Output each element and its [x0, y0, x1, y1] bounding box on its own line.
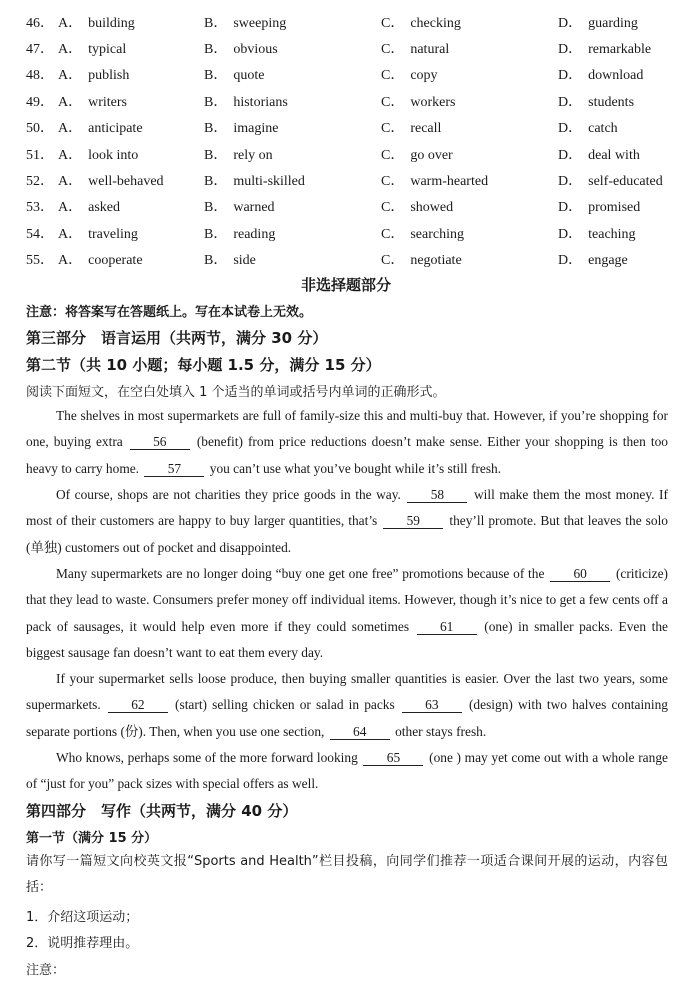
- para-text: they’ll promote. But that leaves the solo (单独) customers out of pocket and disappointed.: [26, 513, 668, 555]
- option-letter: B．: [204, 253, 228, 268]
- question-number: 46．: [26, 16, 54, 31]
- answer-blank-64[interactable]: 64: [330, 724, 390, 740]
- option-text: promised: [588, 200, 641, 215]
- option-a[interactable]: [58, 117, 143, 137]
- option-d[interactable]: [558, 64, 643, 84]
- option-c[interactable]: [381, 196, 453, 216]
- option-text: deal with: [588, 148, 640, 163]
- option-row: [0, 38, 692, 58]
- option-b[interactable]: [204, 170, 305, 190]
- option-a[interactable]: [58, 12, 135, 32]
- option-letter: A．: [58, 253, 83, 268]
- option-d[interactable]: [558, 12, 638, 32]
- para-text: you can’t use what you’ve bought while it’s still fresh.: [209, 460, 502, 476]
- option-text: warned: [233, 200, 275, 215]
- option-d[interactable]: [558, 196, 640, 216]
- option-text: teaching: [588, 227, 636, 242]
- option-text: anticipate: [88, 121, 143, 136]
- option-text: remarkable: [588, 42, 652, 57]
- option-text: warm-hearted: [410, 174, 489, 189]
- option-letter: B．: [204, 227, 228, 242]
- option-letter: B．: [204, 200, 228, 215]
- option-a[interactable]: [58, 170, 164, 190]
- option-text: multi-skilled: [233, 174, 305, 189]
- option-row: [0, 12, 692, 32]
- question-number: 55．: [26, 253, 54, 268]
- section-title: 非选择题部分: [300, 276, 391, 294]
- paragraph-4: [26, 666, 668, 745]
- option-text: rely on: [233, 148, 273, 163]
- option-letter: C．: [381, 227, 405, 242]
- option-text: typical: [88, 42, 127, 57]
- option-letter: D．: [558, 227, 583, 242]
- option-letter: A．: [58, 95, 83, 110]
- para-text: (criticize) that they lead to waste. Consumers prefer money off individual items. However, though it’s nice to get a few cents off a pack of sausages, it would help even more if they could sometimes: [26, 566, 668, 634]
- option-c[interactable]: [381, 64, 438, 84]
- option-letter: D．: [558, 148, 583, 163]
- option-letter: A．: [58, 227, 83, 242]
- option-c[interactable]: [381, 144, 453, 164]
- option-text: self-educated: [588, 174, 663, 189]
- option-letter: A．: [58, 200, 83, 215]
- option-text: showed: [410, 200, 454, 215]
- option-b[interactable]: [204, 38, 278, 58]
- option-letter: D．: [558, 95, 583, 110]
- option-letter: A．: [58, 174, 83, 189]
- answer-blank-59[interactable]: 59: [383, 513, 443, 529]
- point-1: 1．介绍这项运动；: [26, 910, 139, 925]
- option-b[interactable]: [204, 117, 278, 137]
- option-text: go over: [410, 148, 453, 163]
- answer-blank-63[interactable]: 63: [402, 697, 462, 713]
- option-text: recall: [410, 121, 442, 136]
- question-number: 47．: [26, 42, 54, 57]
- option-d[interactable]: [558, 170, 663, 190]
- option-letter: B．: [204, 121, 228, 136]
- option-c[interactable]: [381, 117, 441, 137]
- option-letter: A．: [58, 16, 83, 31]
- question-number: 48．: [26, 68, 54, 83]
- option-b[interactable]: [204, 64, 264, 84]
- option-letter: B．: [204, 16, 228, 31]
- option-letter: C．: [381, 253, 405, 268]
- option-text: students: [588, 95, 635, 110]
- para-text: Who knows, perhaps some of the more forward looking: [56, 750, 358, 765]
- option-letter: D．: [558, 174, 583, 189]
- part3-title: 第三部分 语言运用（共两节，满分 30 分）: [26, 329, 328, 347]
- option-letter: B．: [204, 148, 228, 163]
- option-b[interactable]: [204, 144, 273, 164]
- option-b[interactable]: [204, 249, 256, 269]
- para-text: will make them the most money. If most of their customers are happy to buy larger quantities, that’s: [26, 487, 668, 529]
- option-text: reading: [233, 227, 276, 242]
- option-c[interactable]: [381, 38, 449, 58]
- option-letter: A．: [58, 68, 83, 83]
- option-text: well-behaved: [88, 174, 164, 189]
- option-letter: C．: [381, 148, 405, 163]
- note-label: 注意：: [26, 963, 66, 978]
- option-letter: D．: [558, 253, 583, 268]
- option-c[interactable]: [381, 170, 488, 190]
- point-2: 2．说明推荐理由。: [26, 936, 139, 951]
- option-text: download: [588, 68, 644, 83]
- option-text: negotiate: [410, 253, 462, 268]
- section2-title: 第二节（共 10 小题；每小题 1.5 分，满分 15 分）: [26, 356, 381, 374]
- option-text: quote: [233, 68, 265, 83]
- option-a[interactable]: [58, 64, 129, 84]
- option-b[interactable]: [204, 196, 275, 216]
- option-text: catch: [588, 121, 618, 136]
- option-letter: C．: [381, 68, 405, 83]
- para-text: (design) with two halves containing separate portions (份). Then, when you use one section,: [26, 697, 668, 739]
- paragraph-1: [26, 403, 668, 482]
- option-a[interactable]: [58, 223, 138, 243]
- option-row: [0, 196, 692, 216]
- option-row: [0, 64, 692, 84]
- option-letter: C．: [381, 16, 405, 31]
- option-d[interactable]: [558, 91, 634, 111]
- option-text: look into: [88, 148, 139, 163]
- option-letter: A．: [58, 42, 83, 57]
- option-row: [0, 144, 692, 164]
- option-text: cooperate: [88, 253, 143, 268]
- option-letter: D．: [558, 16, 583, 31]
- para-text: other stays fresh.: [395, 723, 487, 739]
- option-letter: C．: [381, 95, 405, 110]
- option-c[interactable]: [381, 91, 455, 111]
- para-text: If your supermarket sells loose produce, then buying smaller quantities is easier. Over the last two years, some supermarkets.: [26, 671, 668, 713]
- option-row: [0, 249, 692, 269]
- option-text: engage: [588, 253, 628, 268]
- para-text: (one) in smaller packs. Even the biggest sausage fan doesn’t want to eat them every day.: [26, 618, 668, 660]
- part4-title: 第四部分 写作（共两节，满分 40 分）: [26, 802, 298, 820]
- option-text: side: [233, 253, 256, 268]
- paragraph-2: [26, 482, 668, 561]
- option-letter: A．: [58, 148, 83, 163]
- option-letter: D．: [558, 121, 583, 136]
- option-letter: B．: [204, 68, 228, 83]
- answer-blank-60[interactable]: 60: [550, 566, 610, 582]
- question-number: 51．: [26, 148, 54, 163]
- option-letter: C．: [381, 121, 405, 136]
- option-c[interactable]: [381, 249, 462, 269]
- question-number: 53．: [26, 200, 54, 215]
- option-text: obvious: [233, 42, 278, 57]
- para-text: Many supermarkets are no longer doing “buy one get one free” promotions because of the: [56, 566, 545, 581]
- paragraph-5: [26, 745, 668, 798]
- option-text: checking: [410, 16, 461, 31]
- option-letter: C．: [381, 200, 405, 215]
- option-d[interactable]: [558, 144, 640, 164]
- instruction: 阅读下面短文，在空白处填入 1 个适当的单词或括号内单词的正确形式。: [26, 385, 446, 400]
- answer-blank-57[interactable]: 57: [144, 461, 204, 477]
- option-text: copy: [410, 68, 438, 83]
- option-letter: C．: [381, 174, 405, 189]
- answer-blank-58[interactable]: 58: [407, 487, 467, 503]
- option-text: historians: [233, 95, 288, 110]
- option-letter: B．: [204, 42, 228, 57]
- option-b[interactable]: [204, 223, 275, 243]
- option-text: building: [88, 16, 135, 31]
- option-text: sweeping: [233, 16, 287, 31]
- option-letter: B．: [204, 174, 228, 189]
- option-text: publish: [88, 68, 130, 83]
- question-number: 49．: [26, 95, 54, 110]
- para-text: (one ) may yet come out with a whole range of “just for you” pack sizes with special offers as well.: [26, 750, 668, 792]
- option-row: [0, 223, 692, 243]
- option-text: imagine: [233, 121, 279, 136]
- option-text: natural: [410, 42, 450, 57]
- para-text: Of course, shops are not charities they price goods in the way.: [56, 487, 401, 502]
- option-d[interactable]: [558, 249, 628, 269]
- option-c[interactable]: [381, 12, 461, 32]
- para-text: (start) selling chicken or salad in packs: [175, 697, 395, 713]
- option-text: traveling: [88, 227, 138, 242]
- para-text: The shelves in most supermarkets are full of family-size this and multi-buy that. However, if you’re shopping for one, buying extra: [26, 408, 668, 450]
- option-text: asked: [88, 200, 121, 215]
- option-letter: D．: [558, 68, 583, 83]
- question-number: 50．: [26, 121, 54, 136]
- option-a[interactable]: [58, 249, 143, 269]
- option-letter: D．: [558, 200, 583, 215]
- answer-blank-56[interactable]: 56: [130, 434, 190, 450]
- writing-prompt: 请你写一篇短文向校英文报“Sports and Health”栏目投稿，向同学们推荐一项适合课间开展的运动，内容包括：: [26, 854, 668, 895]
- option-row: [0, 117, 692, 137]
- option-d[interactable]: [558, 38, 651, 58]
- question-number: 54．: [26, 227, 54, 242]
- option-a[interactable]: [58, 38, 126, 58]
- para-text: (benefit) from price reductions doesn’t make sense. Either your shopping is then too heavy to carry home.: [26, 434, 668, 476]
- option-row: [0, 170, 692, 190]
- option-b[interactable]: [204, 12, 286, 32]
- option-letter: C．: [381, 42, 405, 57]
- option-d[interactable]: [558, 117, 618, 137]
- option-letter: A．: [58, 121, 83, 136]
- option-letter: B．: [204, 95, 228, 110]
- option-a[interactable]: [58, 144, 138, 164]
- option-b[interactable]: [204, 91, 288, 111]
- option-row: [0, 91, 692, 111]
- option-letter: D．: [558, 42, 583, 57]
- option-text: searching: [410, 227, 464, 242]
- answer-blank-65[interactable]: 65: [363, 750, 423, 766]
- section1-title: 第一节（满分 15 分）: [26, 831, 158, 846]
- option-a[interactable]: [58, 91, 127, 111]
- option-text: workers: [410, 95, 456, 110]
- notice: 注意：将答案写在答题纸上。写在本试卷上无效。: [26, 305, 313, 320]
- answer-blank-61[interactable]: 61: [417, 619, 477, 635]
- option-text: writers: [88, 95, 128, 110]
- paragraph-3: [26, 561, 668, 666]
- option-text: guarding: [588, 16, 638, 31]
- question-number: 52．: [26, 174, 54, 189]
- option-c[interactable]: [381, 223, 464, 243]
- answer-blank-62[interactable]: 62: [108, 697, 168, 713]
- option-d[interactable]: [558, 223, 636, 243]
- option-a[interactable]: [58, 196, 120, 216]
